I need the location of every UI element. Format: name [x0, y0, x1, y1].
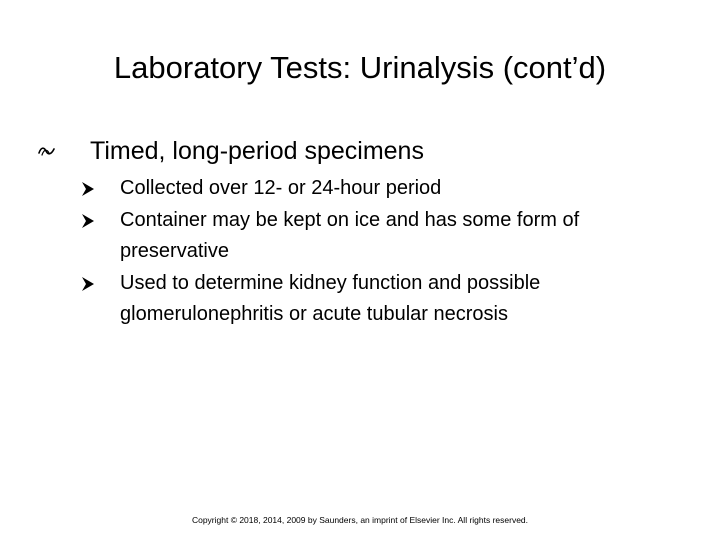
sub-bullet-list [76, 173, 676, 331]
sub-bullet-item [76, 268, 676, 331]
squiggle-bullet-icon [38, 145, 56, 157]
arrowhead-bullet-icon [81, 276, 95, 292]
sub-bullet-text: Container may be kept on ice and has some form of preservative [120, 208, 580, 262]
sub-bullet-item [76, 173, 676, 205]
sub-bullet-text: Collected over 12- or 24-hour period [120, 177, 442, 199]
arrowhead-bullet-icon [81, 181, 95, 197]
copyright-footer: Copyright © 2018, 2014, 2009 by Saunders, an imprint of Elsevier Inc. All rights reserved. [191, 515, 529, 525]
sub-bullet-item [76, 205, 676, 268]
slide-title: Laboratory Tests: Urinalysis (cont’d) [113, 50, 607, 85]
arrowhead-bullet-icon [81, 213, 95, 229]
sub-bullet-text: Used to determine kidney function and possible glomerulonephritis or acute tubular necrosis [120, 271, 541, 325]
main-bullet-text: Timed, long-period specimens [90, 137, 424, 165]
